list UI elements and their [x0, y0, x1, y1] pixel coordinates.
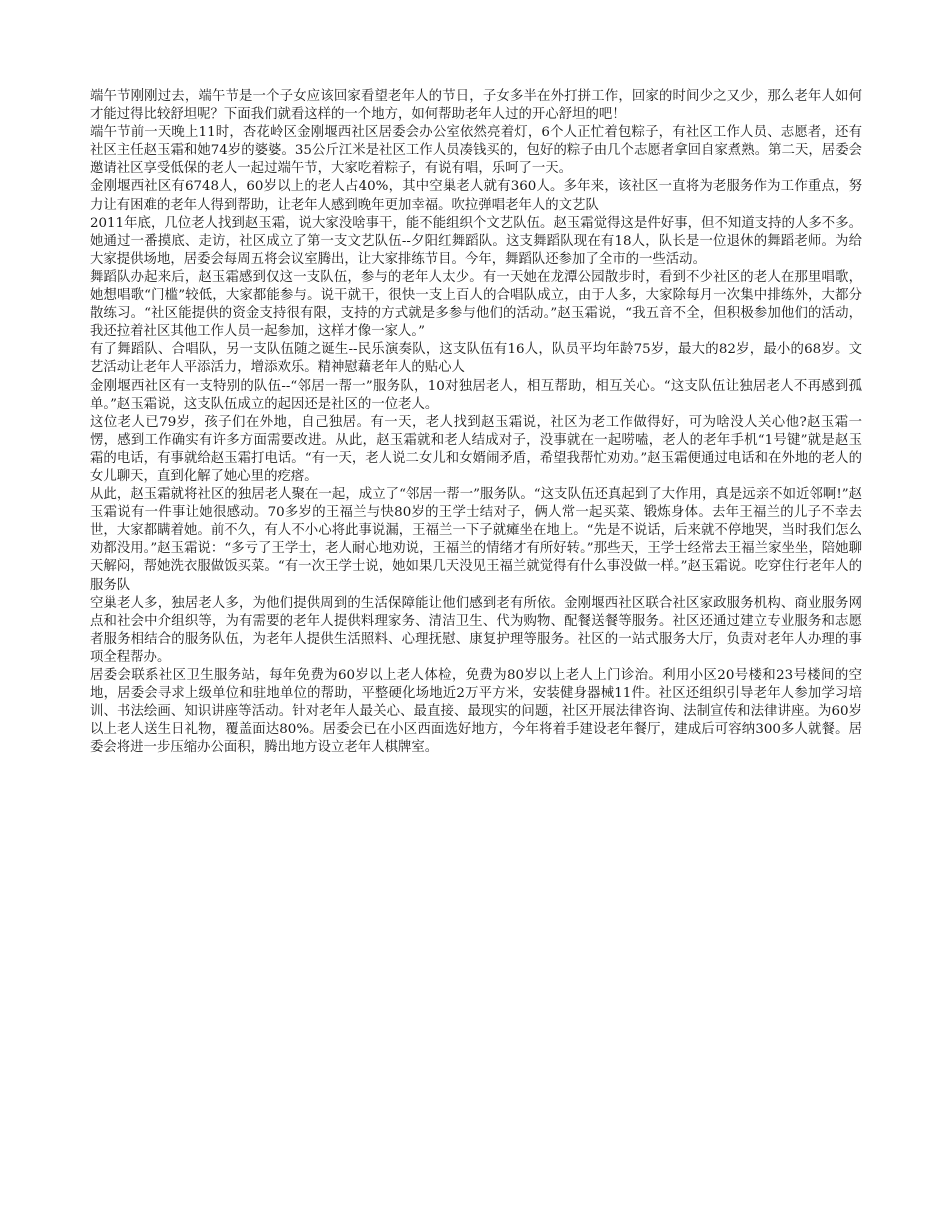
- paragraph-folk-music: 有了舞蹈队、合唱队，另一支队伍随之诞生--民乐演奏队，这支队伍有16人，队员平均年龄75岁，最大的82岁，最小的68岁。文艺活动让老年人平添活力，增添欢乐。精神慰藉老年人的贴心人: [90, 342, 862, 376]
- paragraph-choir: 舞蹈队办起来后，赵玉霜感到仅这一支队伍，参与的老年人太少。有一天她在龙潭公园散步时，看到不少社区的老人在那里唱歌，她想唱歌“门槛”较低，大家都能参与。说干就干，很快一支上百人的合唱队成立，由于人多，大家除每月一次集中排练外，大都分散练习。“社区能提供的资金支持很有限，支持的方式就是多参与他们的活动。”赵玉霜说，“我五音不全，但积极参加他们的活动，我还拉着社区其他工作人员一起参加，这样才像一家人。”: [90, 269, 862, 340]
- paragraph-neighbor-team: 金刚堰西社区有一支特别的队伍--“邻居一帮一”服务队，10对独居老人，相互帮助，相互关心。“这支队伍让独居老人不再感到孤单。”赵玉霜说，这支队伍成立的起因还是社区的一位老人。: [90, 378, 862, 412]
- article-body: [90, 88, 862, 757]
- paragraph-community-stats: 金刚堰西社区有6748人，60岁以上的老人占40%，其中空巢老人就有360人。多年来，该社区一直将为老服务作为工作重点，努力让有困难的老年人得到帮助，让老年人感到晚年更加幸福。吹拉弹唱老年人的文艺队: [90, 179, 862, 213]
- paragraph-dance-team: 2011年底，几位老人找到赵玉霜，说大家没啥事干，能不能组织个文艺队伍。赵玉霜觉得这是件好事，但不知道支持的人多不多。她通过一番摸底、走访，社区成立了第一支文艺队伍--夕阳红舞蹈队。这支舞蹈队现在有18人，队长是一位退休的舞蹈老师。为给大家提供场地，居委会每周五将会议室腾出，让大家排练节目。今年，舞蹈队还参加了全市的一些活动。: [90, 215, 862, 267]
- paragraph-health-facilities: 居委会联系社区卫生服务站，每年免费为60岁以上老人体检，免费为80岁以上老人上门诊治。利用小区20号楼和23号楼间的空地，居委会寻求上级单位和驻地单位的帮助，平整硬化场地近2万平方米，安装健身器械11件。社区还组织引导老年人参加学习培训、书法绘画、知识讲座等活动。针对老年人最关心、最直接、最现实的问题，社区开展法律咨询、法制宣传和法律讲座。为60岁以上老人送生日礼物，覆盖面达80%。居委会已在小区西面选好地方，今年将着手建设老年餐厅，建成后可容纳300多人就餐。居委会将进一步压缩办公面积，腾出地方设立老年人棋牌室。: [90, 668, 862, 756]
- paragraph-neighbor-help: 从此，赵玉霜就将社区的独居老人聚在一起，成立了“邻居一帮一”服务队。“这支队伍还真起到了大作用，真是远亲不如近邻啊!”赵玉霜说有一件事让她很感动。70多岁的王福兰与快80岁的王学士结对子，俩人常一起买菜、锻炼身体。去年王福兰的儿子不幸去世，大家都瞒着她。前不久，有人不小心将此事说漏，王福兰一下子就瘫坐在地上。“先是不说话，后来就不停地哭，当时我们怎么劝都没用。”赵玉霜说：“多亏了王学士，老人耐心地劝说，王福兰的情绪才有所好转。”那些天，王学士经常去王福兰家坐坐，陪她聊天解闷，帮她洗衣服做饭买菜。“有一次王学士说，她如果几天没见王福兰就觉得有什么事没做一样。”赵玉霜说。吃穿住行老年人的服务队: [90, 487, 862, 593]
- paragraph-elderly-story: 这位老人已79岁，孩子们在外地，自己独居。有一天，老人找到赵玉霜说，社区为老工作做得好，可为啥没人关心他?赵玉霜一愣，感到工作确实有许多方面需要改进。从此，赵玉霜就和老人结成对子，没事就在一起唠嗑，老人的老年手机“1号键”就是赵玉霜的电话，有事就给赵玉霜打电话。“有一天，老人说二女儿和女婿闹矛盾，希望我帮忙劝劝。”赵玉霜便通过电话和在外地的老人的女儿聊天，直到化解了她心里的疙瘩。: [90, 414, 862, 484]
- paragraph-services: 空巢老人多，独居老人多，为他们提供周到的生活保障能让他们感到老有所依。金刚堰西社区联合社区家政服务机构、商业服务网点和社会中介组织等，为有需要的老年人提供料理家务、清洁卫生、代为购物、配餐送餐等服务。社区还通过建立专业服务和志愿者服务相结合的服务队伍，为老年人提供生活照料、心理抚慰、康复护理等服务。社区的一站式服务大厅，负责对老年人办理的事项全程帮办。: [90, 595, 862, 665]
- paragraph-intro: 端午节刚刚过去，端午节是一个子女应该回家看望老年人的节日，子女多半在外打拼工作，回家的时间少之又少，那么老年人如何才能过得比较舒坦呢？下面我们就看这样的一个地方，如何帮助老年人过的开心舒坦的吧！: [90, 89, 862, 123]
- paragraph-dumplings: 端午节前一天晚上11时，杏花岭区金刚堰西社区居委会办公室依然亮着灯，6个人正忙着包粽子，有社区工作人员、志愿者，还有社区主任赵玉霜和她74岁的婆婆。35公斤江米是社区工作人员凑钱买的，包好的粽子由几个志愿者拿回自家煮熟。第二天，居委会邀请社区享受低保的老人一起过端午节，大家吃着粽子，有说有唱，乐呵了一天。: [90, 125, 862, 177]
